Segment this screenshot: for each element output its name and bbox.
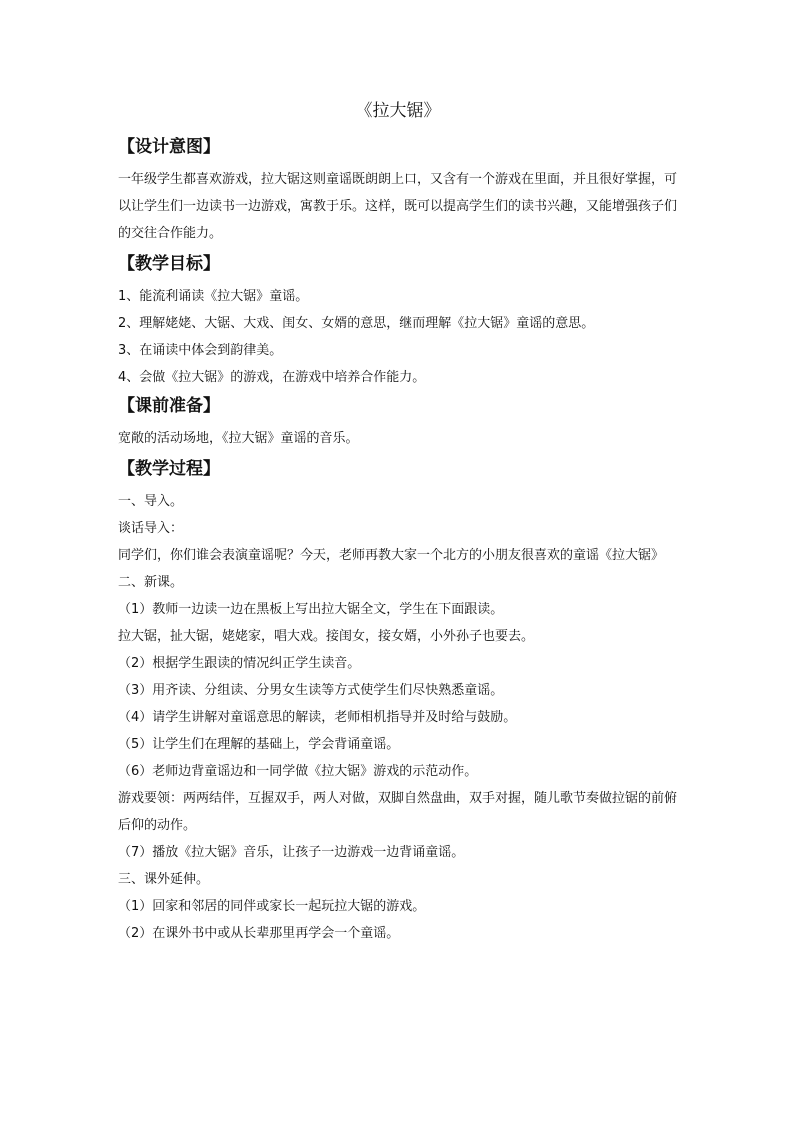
part1-paragraph: 同学们，你们谁会表演童谣呢？今天，老师再教大家一个北方的小朋友很喜欢的童谣《拉大锯》 bbox=[118, 548, 665, 563]
document-page bbox=[118, 96, 678, 947]
part2-step-4: （4）请学生讲解对童谣意思的解读，老师相机指导并及时给与鼓励。 bbox=[118, 710, 517, 725]
part2-title: 二、新课。 bbox=[118, 575, 184, 590]
section-heading-process: 【教学过程】 bbox=[118, 459, 220, 479]
part1-sub: 谈话导入： bbox=[118, 521, 184, 536]
part2-step-2: （2）根据学生跟读的情况纠正学生读音。 bbox=[118, 656, 361, 671]
document-title: 《拉大锯》 bbox=[355, 101, 441, 121]
part2-game-rules: 游戏要领：两两结伴，互握双手，两人对做，双脚自然盘曲，双手对握，随儿歌节奏做拉锯的前俯后仰的动作。 bbox=[118, 791, 678, 833]
section-heading-prep: 【课前准备】 bbox=[118, 396, 220, 416]
part2-rhyme: 拉大锯，扯大锯，姥姥家，唱大戏。接闺女，接女婿，小外孙子也要去。 bbox=[118, 629, 535, 644]
part2-step-5: （5）让学生们在理解的基础上，学会背诵童谣。 bbox=[118, 737, 400, 752]
goal-item-4: 4、会做《拉大锯》的游戏，在游戏中培养合作能力。 bbox=[118, 370, 426, 385]
part1-title: 一、导入。 bbox=[118, 494, 184, 509]
goal-item-2: 2、理解姥姥、大锯、大戏、闺女、女婿的意思，继而理解《拉大锯》童谣的意思。 bbox=[118, 316, 595, 331]
part2-step-3: （3）用齐读、分组读、分男女生读等方式使学生们尽快熟悉童谣。 bbox=[118, 683, 504, 698]
part3-title: 三、课外延伸。 bbox=[118, 872, 210, 887]
goal-item-1: 1、能流利诵读《拉大锯》童谣。 bbox=[118, 289, 309, 304]
part3-step-2: （2）在课外书中或从长辈那里再学会一个童谣。 bbox=[118, 926, 400, 941]
part2-step-1: （1）教师一边读一边在黑板上写出拉大锯全文，学生在下面跟读。 bbox=[118, 602, 504, 617]
part2-step-7: （7）播放《拉大锯》音乐，让孩子一边游戏一边背诵童谣。 bbox=[118, 845, 465, 860]
part3-step-1: （1）回家和邻居的同伴或家长一起玩拉大锯的游戏。 bbox=[118, 899, 426, 914]
section-heading-intent: 【设计意图】 bbox=[118, 137, 220, 157]
intent-paragraph: 一年级学生都喜欢游戏，拉大锯这则童谣既朗朗上口，又含有一个游戏在里面，并且很好掌握，可以让学生们一边读书一边游戏，寓教于乐。这样，既可以提高学生们的读书兴趣，又能增强孩子们的交往合作能力。 bbox=[118, 172, 678, 241]
section-heading-goals: 【教学目标】 bbox=[118, 254, 220, 274]
prep-line: 宽敞的活动场地，《拉大锯》童谣的音乐。 bbox=[118, 431, 359, 446]
part2-step-6: （6）老师边背童谣边和一同学做《拉大锯》游戏的示范动作。 bbox=[118, 764, 478, 779]
goal-item-3: 3、在诵读中体会到韵律美。 bbox=[118, 343, 283, 358]
